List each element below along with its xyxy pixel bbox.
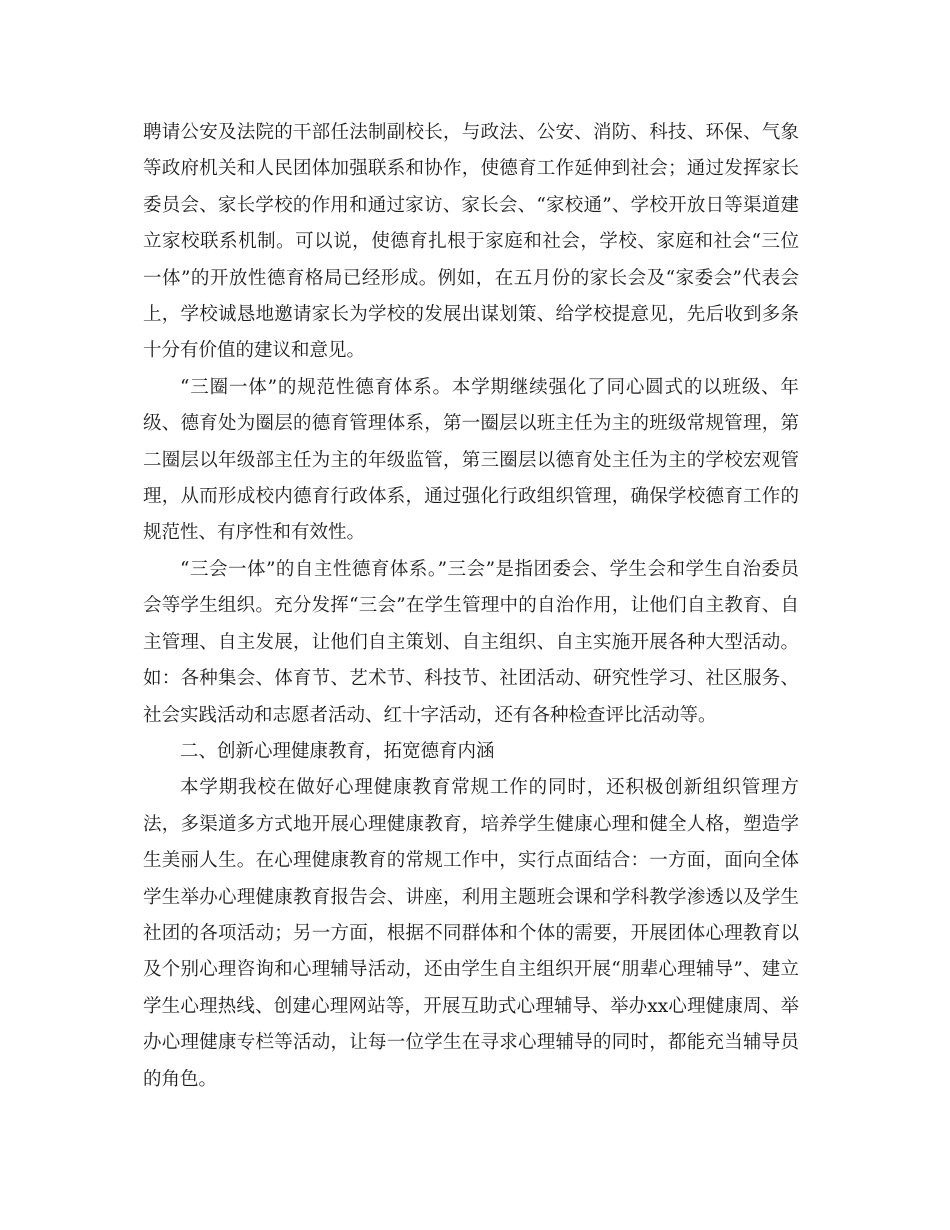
paragraph-three-councils-system: “三会一体”的自主性德育体系。”三会”是指团委会、学生会和学生自治委员会等学生组织。充分发挥“三会”在学生管理中的自治作用，让他们自主教育、自主管理、自主发展，让他们自主策划、自主组织、自主实施开展各种大型活动。如：各种集会、体育节、艺术节、科技节、社团活动、研究性学习、社区服务、社会实践活动和志愿者活动、红十字活动，还有各种检查评比活动等。: [143, 558, 799, 726]
document-body: [143, 115, 799, 1098]
paragraph-three-circles-system: “三圈一体”的规范性德育体系。本学期继续强化了同心圆式的以班级、年级、德育处为圈层的德育管理体系，第一圈层以班主任为主的班级常规管理，第二圈层以年级部主任为主的年级监管，第三圈层以德育处主任为主的学校宏观管理，从而形成校内德育行政体系，通过强化行政组织管理，确保学校德育工作的规范性、有序性和有效性。: [143, 376, 799, 544]
paragraph-home-school-cooperation: 聘请公安及法院的干部任法制副校长，与政法、公安、消防、科技、环保、气象等政府机关和人民团体加强联系和协作，使德育工作延伸到社会；通过发挥家长委员会、家长学校的作用和通过家访、家长会、“家校通”、学校开放日等渠道建立家校联系机制。可以说，使德育扎根于家庭和社会，学校、家庭和社会“三位一体”的开放性德育格局已经形成。例如，在五月份的家长会及“家委会”代表会上，学校诚恳地邀请家长为学校的发展出谋划策、给学校提意见，先后收到多条十分有价值的建议和意见。: [143, 122, 799, 362]
section-heading-mental-health: 二、创新心理健康教育，拓宽德育内涵: [180, 740, 495, 762]
paragraph-mental-health-education: 本学期我校在做好心理健康教育常规工作的同时，还积极创新组织管理方法，多渠道多方式地开展心理健康教育，培养学生健康心理和健全人格，塑造学生美丽人生。在心理健康教育的常规工作中，实行点面结合：一方面，面向全体学生举办心理健康教育报告会、讲座，利用主题班会课和学科教学渗透以及学生社团的各项活动；另一方面，根据不同群体和个体的需要，开展团体心理教育以及个别心理咨询和心理辅导活动，还由学生自主组织开展“朋辈心理辅导”、建立学生心理热线、创建心理网站等，开展互助式心理辅导、举办xx心理健康周、举办心理健康专栏等活动，让每一位学生在寻求心理辅导的同时，都能充当辅导员的角色。: [143, 777, 799, 1090]
